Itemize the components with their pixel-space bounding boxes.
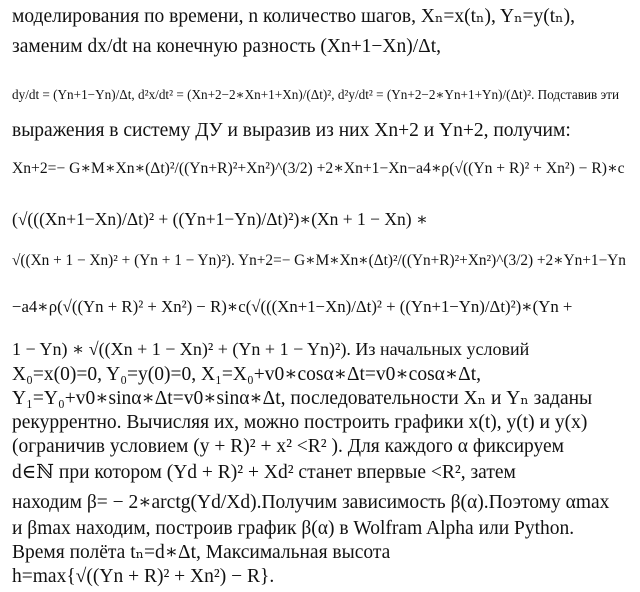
line-text: и βmax находим, построив график β(α) в Wolfram Alpha или Python. (12, 518, 575, 539)
line-text: рекуррентно. Вычисляя их, можно построить графики x(t), y(t) и y(x) (12, 412, 588, 433)
text-line-18 (12, 564, 632, 590)
line-text: Время полёта tₙ=d∗Δt, Максимальная высота (12, 542, 391, 563)
line-text: заменим dx/dt на конечную разность (Xn+1−Xn)/Δt, (12, 36, 442, 57)
line-text: моделирования по времени, n количество шагов, Xₙ=x(tₙ), Yₙ=y(tₙ), (12, 6, 575, 27)
line-text: (√(((Xn+1−Xn)/Δt)² + ((Yn+1−Yn)/Δt)²)∗(Xn + 1 − Xn) ∗ (12, 209, 428, 229)
text-line-15 (12, 490, 632, 516)
line-text: √((Xn + 1 − Xn)² + (Yn + 1 − Yn)²). Yn+2=− G∗M∗Xn∗(Δt)²/((Yn+R)²+Xn²)^(3/2) +2∗Yn+1−Yn (12, 252, 626, 269)
line-text: 1 − Yn) ∗ √((Xn + 1 − Xn)² + (Yn + 1 − Yn)²). Из начальных условий (12, 339, 530, 359)
text-line-13 (12, 434, 632, 460)
text-line-12 (12, 410, 632, 436)
text-line-14 (12, 460, 632, 486)
text-line-3 (12, 82, 632, 108)
text-line-7 (12, 248, 632, 274)
line-text: (ограничив условием (y + R)² + x² <R² ). Для каждого α фиксируем (12, 436, 564, 457)
text-line-17 (12, 540, 632, 566)
text-line-2 (12, 34, 632, 60)
line-text: dy/dt = (Yn+1−Yn)/Δt, d²x/dt² = (Xn+2−2∗Xn+1+Xn)/(Δt)², d²y/dt² = (Yn+2−2∗Yn+1+Yn)/(Δt)². Подставив эти (12, 87, 620, 102)
text-line-16 (12, 516, 632, 542)
line-text: X₀=x(0)=0, Y₀=y(0)=0, X₁=X₀+v0∗cosα∗Δt=v0∗cosα∗Δt, (12, 364, 481, 385)
text-line-6 (12, 206, 632, 232)
line-text: Y₁=Y₀+v0∗sinα∗Δt=v0∗sinα∗Δt, последовательности Xₙ и Yₙ заданы (12, 388, 593, 409)
text-line-4 (12, 118, 632, 144)
text-line-9 (12, 336, 632, 362)
text-line-5 (12, 156, 632, 182)
text-line-10 (12, 362, 632, 388)
text-line-11 (12, 386, 632, 412)
text-line-8 (12, 294, 632, 320)
line-text: Xn+2=− G∗M∗Xn∗(Δt)²/((Yn+R)²+Xn²)^(3/2) +2∗Xn+1−Xn−a4∗ρ(√((Yn + R)² + Xn²) − R)∗c (12, 160, 625, 177)
line-text: h=max{√((Yn + R)² + Xn²) − R}. (12, 566, 275, 587)
line-text: выражения в систему ДУ и выразив из них Xn+2 и Yn+2, получим: (12, 120, 571, 141)
line-text: находим β= − 2∗arctg(Yd/Xd).Получим зависимость β(α).Поэтому αmax (12, 492, 610, 513)
line-text: d∈ℕ при котором (Yd + R)² + Xd² станет впервые <R², затем (12, 462, 516, 483)
line-text: −a4∗ρ(√((Yn + R)² + Xn²) − R)∗c(√(((Xn+1−Xn)/Δt)² + ((Yn+1−Yn)/Δt)²)∗(Yn + (12, 297, 573, 316)
text-line-1 (12, 4, 632, 30)
